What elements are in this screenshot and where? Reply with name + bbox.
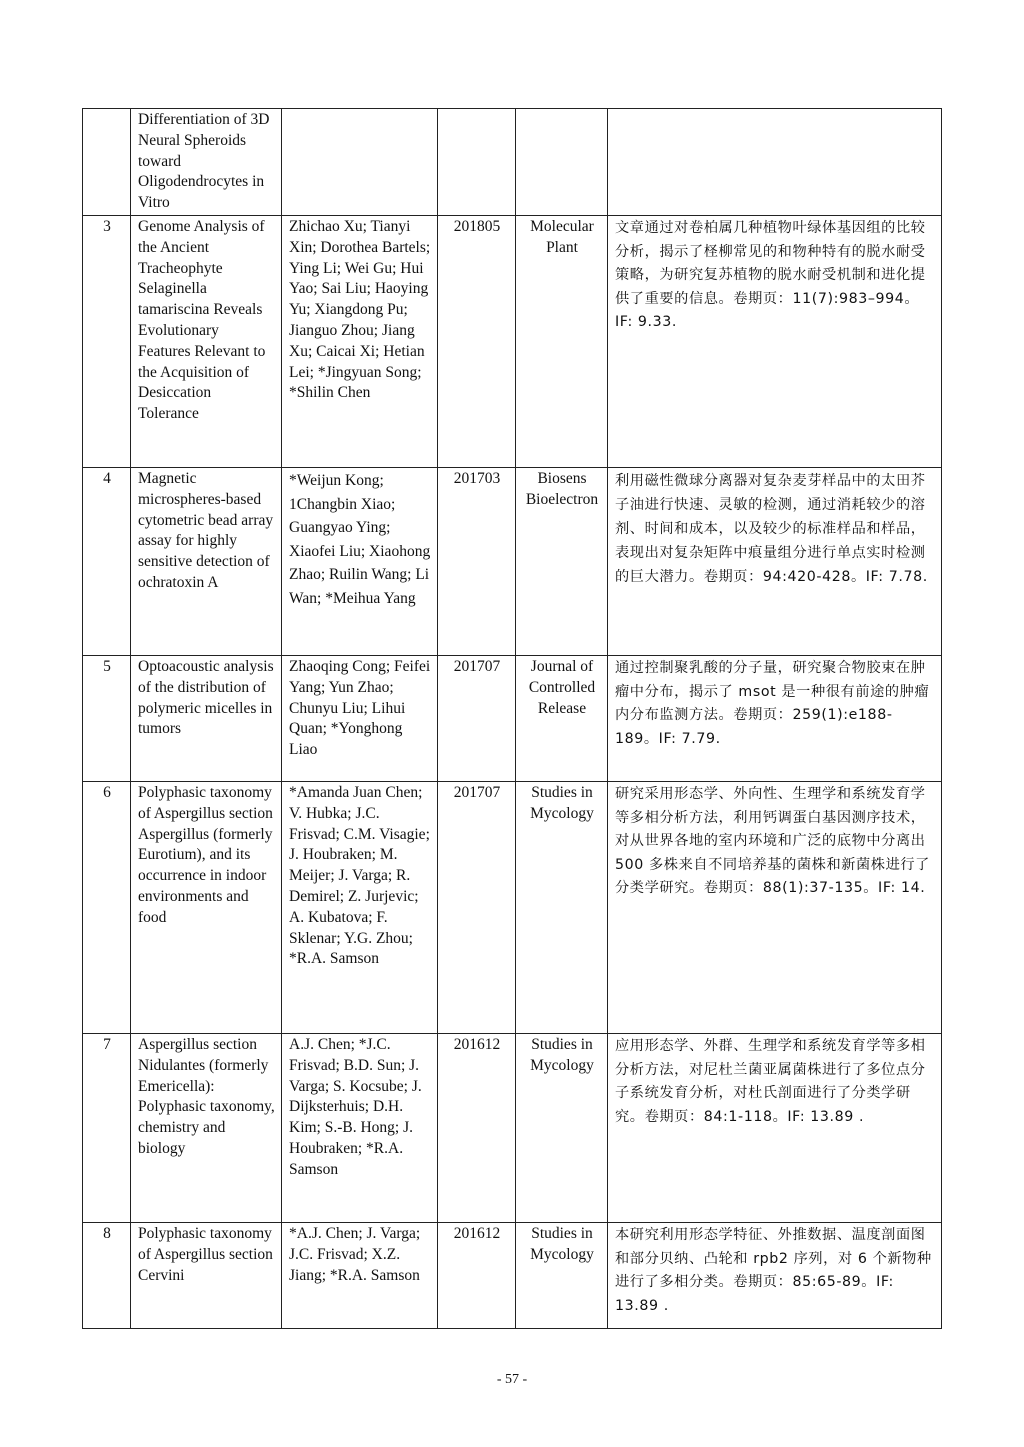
paper-summary xyxy=(608,109,942,216)
table-row xyxy=(83,1034,942,1223)
paper-authors: Zhaoqing Cong; Feifei Yang; Yun Zhao; Chunyu Liu; Lihui Quan; *Yonghong Liao xyxy=(282,656,438,782)
row-number: 8 xyxy=(83,1223,131,1329)
row-number: 3 xyxy=(83,216,131,468)
table-row xyxy=(83,216,942,468)
publication-date: 201707 xyxy=(438,782,516,1034)
paper-title: Aspergillus section Nidulantes (formerly Emericella): Polyphasic taxonomy, chemistry and biology xyxy=(131,1034,282,1223)
paper-summary: 利用磁性微球分离器对复杂麦芽样品中的太田芥子油进行快速、灵敏的检测，通过消耗较少的溶剂、时间和成本，以及较少的标准样品和样品，表现出对复杂矩阵中痕量组分进行单点实时检测的巨大潜力。卷期页：94:420-428。IF: 7.78. xyxy=(608,468,942,656)
paper-authors: Zhichao Xu; Tianyi Xin; Dorothea Bartels; Ying Li; Wei Gu; Hui Yao; Sai Liu; Haoying Yu; Xiangdong Pu; Jianguo Zhou; Jiang Xu; Caicai Xi; Hetian Lei; *Jingyuan Song; *Shilin Chen xyxy=(282,216,438,468)
row-number: 4 xyxy=(83,468,131,656)
journal-name: Studies in Mycology xyxy=(516,1223,608,1329)
paper-summary: 本研究利用形态学特征、外推数据、温度剖面图和部分贝纳、凸轮和 rpb2 序列，对 6 个新物种进行了多相分类。卷期页：85:65-89。IF: 13.89 . xyxy=(608,1223,942,1329)
journal-name: Studies in Mycology xyxy=(516,1034,608,1223)
journal-name: Biosens Bioelectron xyxy=(516,468,608,656)
row-number xyxy=(83,109,131,216)
paper-title: Differentiation of 3D Neural Spheroids toward Oligodendrocytes in Vitro xyxy=(131,109,282,216)
table-row xyxy=(83,1223,942,1329)
journal-name: Studies in Mycology xyxy=(516,782,608,1034)
paper-title: Polyphasic taxonomy of Aspergillus section Cervini xyxy=(131,1223,282,1329)
paper-authors: *Weijun Kong; 1Changbin Xiao; Guangyao Ying; Xiaofei Liu; Xiaohong Zhao; Ruilin Wang; Li Wan; *Meihua Yang xyxy=(282,468,438,656)
paper-summary: 应用形态学、外群、生理学和系统发育学等多相分析方法，对尼杜兰菌亚属菌株进行了多位点分子系统发育分析，对杜氏剖面进行了分类学研究。卷期页：84:1-118。IF: 13.89 . xyxy=(608,1034,942,1223)
publication-date: 201612 xyxy=(438,1034,516,1223)
journal-name: Journal of Controlled Release xyxy=(516,656,608,782)
paper-title: Genome Analysis of the Ancient Tracheophyte Selaginella tamariscina Reveals Evolutionary Features Relevant to the Acquisition of Desiccation Tolerance xyxy=(131,216,282,468)
paper-title: Polyphasic taxonomy of Aspergillus section Aspergillus (formerly Eurotium), and its occurrence in indoor environments and food xyxy=(131,782,282,1034)
table-row xyxy=(83,109,942,216)
row-number: 6 xyxy=(83,782,131,1034)
publication-date xyxy=(438,109,516,216)
publication-date: 201703 xyxy=(438,468,516,656)
paper-authors: *Amanda Juan Chen; V. Hubka; J.C. Frisvad; C.M. Visagie; J. Houbraken; M. Meijer; J. Varga; R. Demirel; Z. Jurjevic; A. Kubatova; F. Sklenar; Y.G. Zhou; *R.A. Samson xyxy=(282,782,438,1034)
paper-title: Magnetic microspheres-based cytometric bead array assay for highly sensitive detection of ochratoxin A xyxy=(131,468,282,656)
table-row xyxy=(83,782,942,1034)
paper-summary: 文章通过对卷柏属几种植物叶绿体基因组的比较分析，揭示了柽柳常见的和物种特有的脱水耐受策略，为研究复苏植物的脱水耐受机制和进化提供了重要的信息。卷期页：11(7):983–994。IF: 9.33. xyxy=(608,216,942,468)
journal-name: Molecular Plant xyxy=(516,216,608,468)
paper-authors xyxy=(282,109,438,216)
row-number: 7 xyxy=(83,1034,131,1223)
paper-authors: A.J. Chen; *J.C. Frisvad; B.D. Sun; J. Varga; S. Kocsube; J. Dijksterhuis; D.H. Kim; S.-B. Hong; J. Houbraken; *R.A. Samson xyxy=(282,1034,438,1223)
page-number: - 57 - xyxy=(496,1372,528,1387)
table-row xyxy=(83,468,942,656)
row-number: 5 xyxy=(83,656,131,782)
publication-date: 201612 xyxy=(438,1223,516,1329)
journal-name xyxy=(516,109,608,216)
paper-authors: *A.J. Chen; J. Varga; J.C. Frisvad; X.Z. Jiang; *R.A. Samson xyxy=(282,1223,438,1329)
publication-date: 201707 xyxy=(438,656,516,782)
paper-title: Optoacoustic analysis of the distribution of polymeric micelles in tumors xyxy=(131,656,282,782)
publication-date: 201805 xyxy=(438,216,516,468)
paper-summary: 研究采用形态学、外向性、生理学和系统发育学等多相分析方法，利用钙调蛋白基因测序技术，对从世界各地的室内环境和广泛的底物中分离出 500 多株来自不同培养基的菌株和新菌株进行了分类学研究。卷期页：88(1):37-135。IF: 14. xyxy=(608,782,942,1034)
publication-table xyxy=(82,108,942,1329)
paper-summary: 通过控制聚乳酸的分子量，研究聚合物胶束在肿瘤中分布，揭示了 msot 是一种很有前途的肿瘤内分布监测方法。卷期页：259(1):e188-189。IF: 7.79. xyxy=(608,656,942,782)
table-row xyxy=(83,656,942,782)
